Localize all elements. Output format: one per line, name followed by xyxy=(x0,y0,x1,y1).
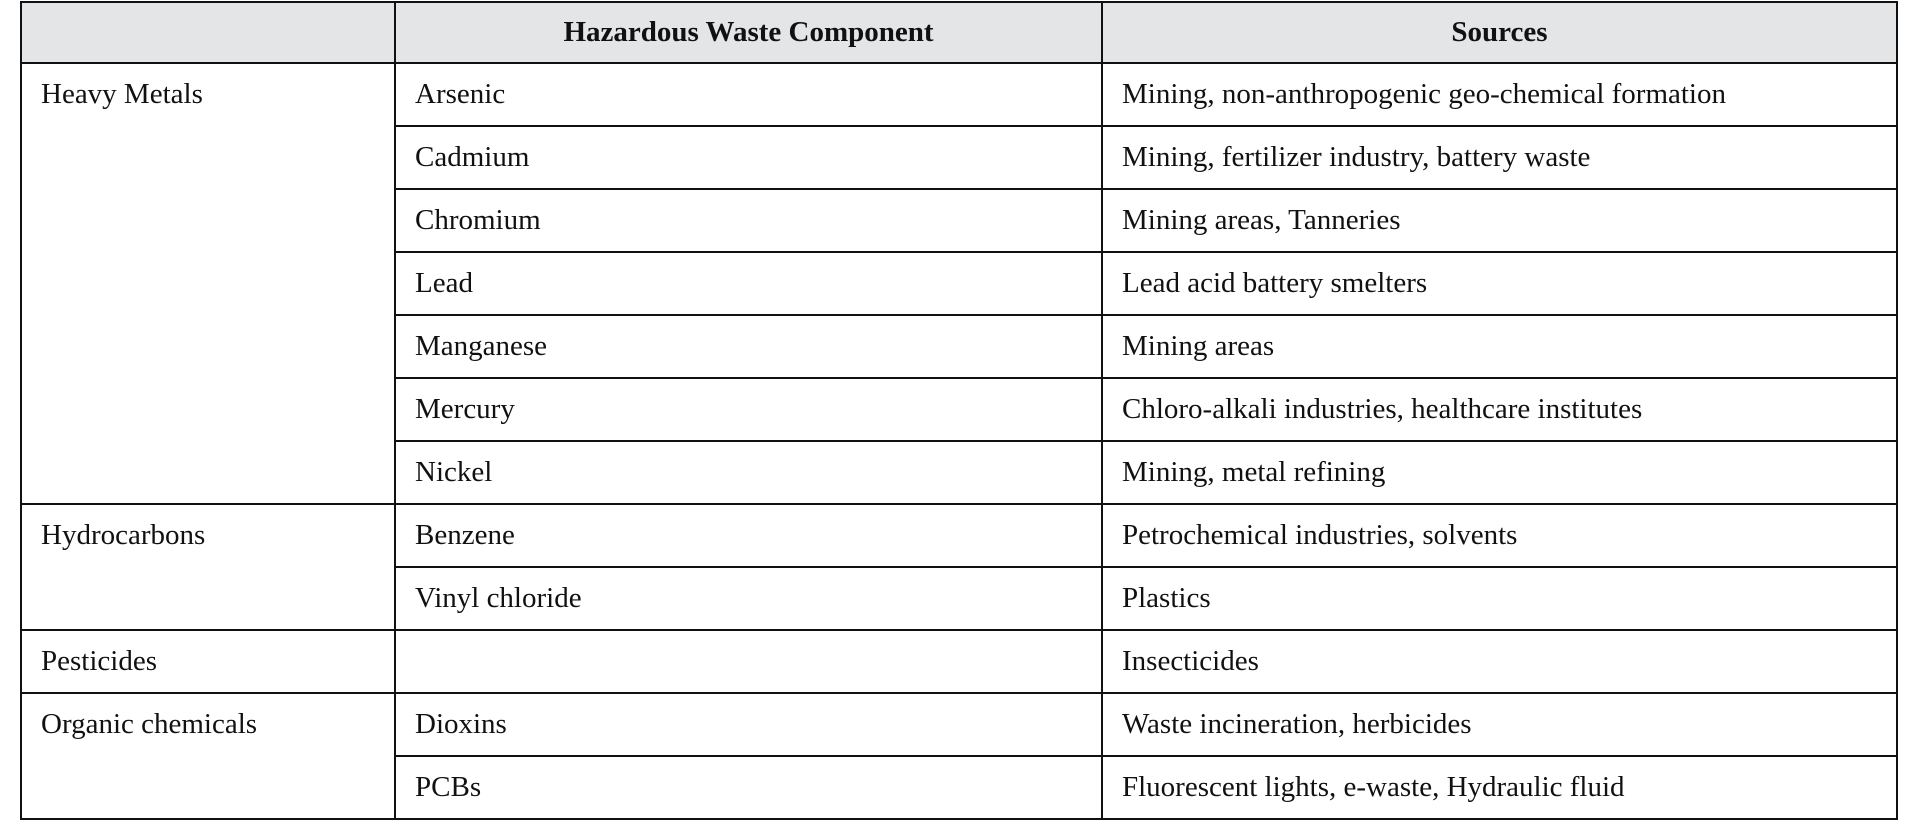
component-cell: Mercury xyxy=(395,378,1102,441)
sources-cell: Plastics xyxy=(1102,567,1897,630)
table-row xyxy=(21,63,1897,126)
sources-cell: Mining, metal refining xyxy=(1102,441,1897,504)
header-row xyxy=(21,2,1897,63)
category-cell-organic-chemicals: Organic chemicals xyxy=(21,693,395,819)
table-row xyxy=(21,504,1897,567)
component-cell: Manganese xyxy=(395,315,1102,378)
component-cell: Cadmium xyxy=(395,126,1102,189)
component-cell: Dioxins xyxy=(395,693,1102,756)
component-cell: Nickel xyxy=(395,441,1102,504)
sources-cell: Fluorescent lights, e-waste, Hydraulic fluid xyxy=(1102,756,1897,819)
component-cell: Chromium xyxy=(395,189,1102,252)
sources-cell: Waste incineration, herbicides xyxy=(1102,693,1897,756)
component-cell: Vinyl chloride xyxy=(395,567,1102,630)
table-row xyxy=(21,693,1897,756)
table-row xyxy=(21,630,1897,693)
hazardous-waste-table xyxy=(20,1,1898,820)
category-cell-hydrocarbons: Hydrocarbons xyxy=(21,504,395,630)
sources-cell: Mining, non-anthropogenic geo-chemical formation xyxy=(1102,63,1897,126)
category-cell-pesticides: Pesticides xyxy=(21,630,395,693)
component-cell: Lead xyxy=(395,252,1102,315)
sources-cell: Chloro-alkali industries, healthcare institutes xyxy=(1102,378,1897,441)
header-category xyxy=(21,2,395,63)
sources-cell: Petrochemical industries, solvents xyxy=(1102,504,1897,567)
header-component: Hazardous Waste Component xyxy=(395,2,1102,63)
component-cell: PCBs xyxy=(395,756,1102,819)
table-body xyxy=(21,63,1897,819)
component-cell: Benzene xyxy=(395,504,1102,567)
category-cell-heavy-metals: Heavy Metals xyxy=(21,63,395,504)
table-header xyxy=(21,2,1897,63)
sources-cell: Lead acid battery smelters xyxy=(1102,252,1897,315)
component-cell xyxy=(395,630,1102,693)
sources-cell: Mining areas xyxy=(1102,315,1897,378)
header-sources: Sources xyxy=(1102,2,1897,63)
sources-cell: Mining, fertilizer industry, battery waste xyxy=(1102,126,1897,189)
component-cell: Arsenic xyxy=(395,63,1102,126)
sources-cell: Insecticides xyxy=(1102,630,1897,693)
sources-cell: Mining areas, Tanneries xyxy=(1102,189,1897,252)
